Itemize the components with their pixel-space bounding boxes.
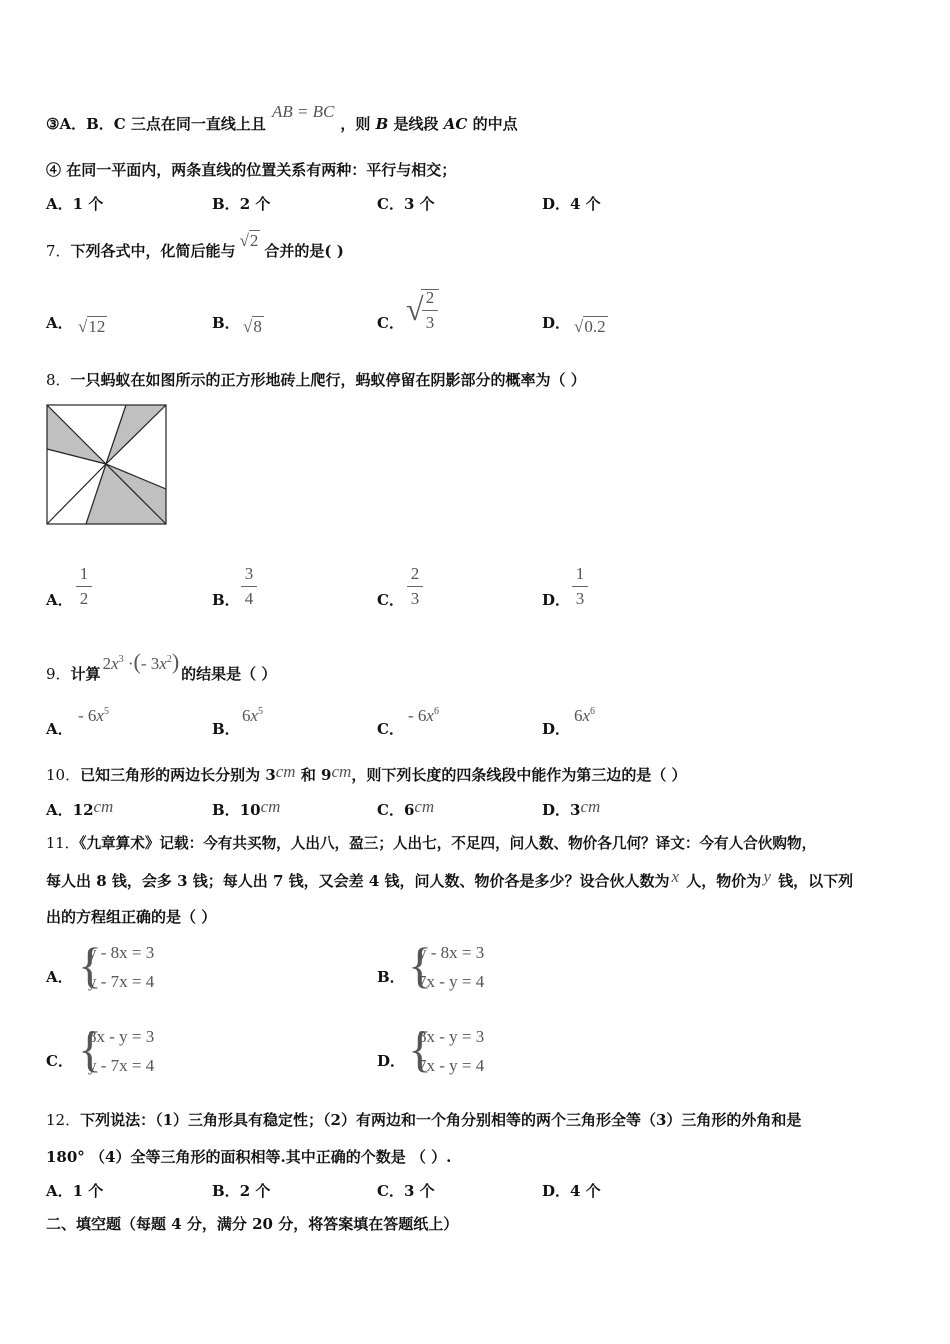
q9-option-a[interactable]: A． — [46, 720, 73, 738]
q8-option-c[interactable]: C． — [377, 591, 404, 609]
q7-option-c-fraction: 2 3 — [422, 289, 438, 332]
q12-line2: 180° （4）全等三角形的面积相等.其中正确的个数是 （ ）. — [46, 1148, 452, 1166]
q10-option-a[interactable]: A．12cm — [46, 797, 114, 819]
q6-item4: ④ 在同一平面内，两条直线的位置关系有两种：平行与相交； — [46, 161, 457, 179]
q9-option-d[interactable]: D． — [542, 720, 571, 738]
q7-option-d-sqrt: √0.2 — [574, 317, 606, 336]
q10-option-b[interactable]: B．10cm — [212, 797, 281, 819]
q12-option-d[interactable]: D．4 个 — [542, 1182, 601, 1200]
q11-option-b[interactable]: B． — [377, 968, 405, 986]
q7-option-c[interactable]: C． — [377, 314, 404, 332]
q9-option-a-expr: - $6x^5$ — [78, 706, 109, 725]
q9-expression: $2x^3$ ·(- $3x^2$) — [102, 649, 180, 674]
q8-option-a[interactable]: A． — [46, 591, 73, 609]
q8-option-d[interactable]: D． — [542, 591, 571, 609]
q7-option-a-sqrt: √12 — [78, 317, 106, 336]
q7-stem-sqrt: √2 — [239, 231, 259, 250]
q11-option-b-system: { y - 8x = 3 7x - y = 4 — [408, 937, 485, 993]
q7-stem: 7．下列各式中，化简后能与√2合并的是( ) — [46, 231, 344, 260]
q7-option-a[interactable]: A． — [46, 314, 73, 332]
q7-option-b-sqrt: √8 — [243, 317, 262, 336]
q6-option-a[interactable]: A．1 个 — [46, 195, 104, 213]
q12-line1: 12．下列说法：（1）三角形具有稳定性；（2）有两边和一个角分别相等的两个三角形全等（3）三角形的外角和是 — [46, 1111, 802, 1129]
q10-option-d[interactable]: D．3cm — [542, 797, 601, 819]
q9-option-b-expr: $6x^5$ — [242, 706, 264, 725]
q7-option-b[interactable]: B． — [212, 314, 240, 332]
q12-option-a[interactable]: A．1 个 — [46, 1182, 104, 1200]
q6-option-c[interactable]: C．3 个 — [377, 195, 435, 213]
q8-option-c-fraction: 2 3 — [407, 565, 423, 608]
q6-option-d[interactable]: D．4 个 — [542, 195, 601, 213]
q11-option-c-system: { 8x - y = 3 y - 7x = 4 — [78, 1021, 155, 1077]
q9-option-c[interactable]: C． — [377, 720, 404, 738]
q8-option-a-fraction: 1 2 — [76, 565, 92, 608]
q12-option-c[interactable]: C．3 个 — [377, 1182, 435, 1200]
q12-option-b[interactable]: B．2 个 — [212, 1182, 271, 1200]
section-heading-fill-in: 二、填空题（每题 4 分，满分 20 分，将答案填在答题纸上） — [46, 1215, 459, 1233]
q11-option-d-system: { 8x - y = 3 7x - y = 4 — [408, 1021, 485, 1077]
q11-line3: 出的方程组正确的是（ ） — [46, 908, 217, 926]
q11-option-a[interactable]: A． — [46, 968, 73, 986]
q9-option-b[interactable]: B． — [212, 720, 240, 738]
q6-item3: ③A．B．C 三点在同一直线上且AB = BC，则 B 是线段 AC 的中点 — [46, 102, 518, 133]
q8-option-d-fraction: 1 3 — [572, 565, 588, 608]
q9-stem: 9．计算$2x^3$ ·(- $3x^2$) 的结果是（ ） — [46, 649, 277, 683]
q9-option-d-expr: $6x^6$ — [574, 706, 596, 725]
q6-item3-math: AB = BC — [271, 102, 335, 121]
q6-option-b[interactable]: B．2 个 — [212, 195, 271, 213]
q8-option-b[interactable]: B． — [212, 591, 240, 609]
q11-option-a-system: { y - 8x = 3 y - 7x = 4 — [78, 937, 155, 993]
q11-line1: 11．《九章算术》记载：今有共买物，人出八，盈三；人出七，不足四，问人数、物价各几何？译文：今有人合伙购物， — [46, 835, 817, 852]
q9-option-c-expr: - $6x^6$ — [408, 706, 439, 725]
square-tile-figure — [46, 404, 168, 526]
q11-option-c[interactable]: C． — [46, 1052, 73, 1070]
q8-option-b-fraction: 3 4 — [241, 565, 257, 608]
q11-line2: 每人出 8 钱，会多 3 钱；每人出 7 钱，又会差 4 钱，问人数、物价各是多少？设合伙人数为 x 人，物价为 y 钱，以下列 — [46, 867, 854, 890]
q8-stem: 8．一只蚂蚁在如图所示的正方形地砖上爬行，蚂蚁停留在阴影部分的概率为（ ） — [46, 371, 586, 389]
q7-option-d[interactable]: D． — [542, 314, 571, 332]
q11-option-d[interactable]: D． — [377, 1052, 406, 1070]
q10-option-c[interactable]: C．6cm — [377, 797, 435, 819]
q10-stem: 10．已知三角形的两边长分别为 3cm 和 9cm，则下列长度的四条线段中能作为第三边的是（ ） — [46, 762, 687, 784]
